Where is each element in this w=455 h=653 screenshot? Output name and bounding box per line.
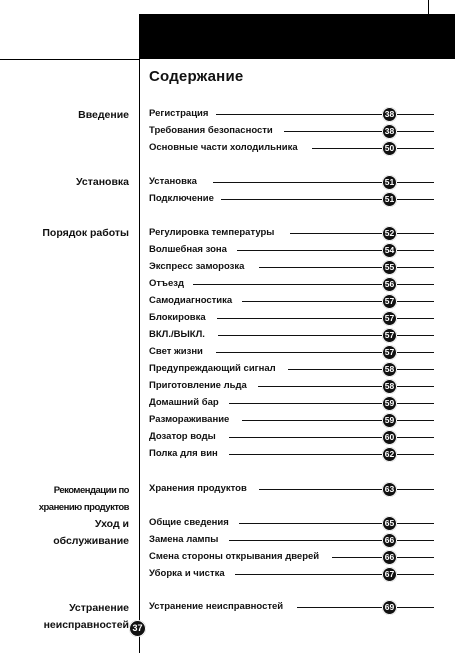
trailing-rule xyxy=(397,574,434,575)
page-number-badge: 57 xyxy=(382,311,397,326)
toc-item[interactable] xyxy=(149,260,449,274)
page-number-badge: 51 xyxy=(382,192,397,207)
page-number-badge: 65 xyxy=(382,516,397,531)
trailing-rule xyxy=(397,523,434,524)
toc-item[interactable] xyxy=(149,447,449,461)
trailing-rule xyxy=(397,540,434,541)
header-black-bar xyxy=(139,14,455,59)
toc-item[interactable] xyxy=(149,311,449,325)
section-label-troubleshooting: Устранение неисправностей xyxy=(43,602,129,631)
page-number-badge: 69 xyxy=(382,600,397,615)
toc-item-label: Волшебная зона xyxy=(149,244,227,255)
page-number-badge: 52 xyxy=(382,226,397,241)
leader-line xyxy=(217,318,382,319)
toc-item[interactable] xyxy=(149,516,449,530)
toc-item-label: Хранения продуктов xyxy=(149,483,247,494)
leader-line xyxy=(242,301,382,302)
toc-item[interactable] xyxy=(149,277,449,291)
trailing-rule xyxy=(397,335,434,336)
trailing-rule xyxy=(397,199,434,200)
trailing-rule xyxy=(397,267,434,268)
trailing-rule xyxy=(397,403,434,404)
trailing-rule xyxy=(397,301,434,302)
page-number-badge: 57 xyxy=(382,328,397,343)
toc-item-label: Экспресс заморозка xyxy=(149,261,245,272)
toc-item[interactable] xyxy=(149,362,449,376)
toc-item[interactable] xyxy=(149,124,449,138)
toc-item[interactable] xyxy=(149,567,449,581)
section-label-intro: Введение xyxy=(78,109,129,121)
trailing-rule xyxy=(397,131,434,132)
page-number-badge: 57 xyxy=(382,294,397,309)
page-number-badge: 57 xyxy=(382,345,397,360)
page-number-badge: 63 xyxy=(382,482,397,497)
toc-item[interactable] xyxy=(149,600,449,614)
leader-line xyxy=(229,437,382,438)
trailing-rule xyxy=(397,607,434,608)
toc-item-label: Устранение неисправностей xyxy=(149,601,284,612)
toc-item-label: Подключение xyxy=(149,193,214,204)
page-number-badge: 55 xyxy=(382,260,397,275)
leader-line xyxy=(229,454,382,455)
section-label-storage: Рекомендации по хранению продуктов xyxy=(38,485,129,513)
leader-line xyxy=(258,386,382,387)
leader-line xyxy=(242,420,382,421)
toc-item-label: Замена лампы xyxy=(149,534,219,545)
header-divider-right xyxy=(428,0,429,14)
page-number-badge: 66 xyxy=(382,550,397,565)
page-number-badge: 58 xyxy=(382,379,397,394)
toc-item[interactable] xyxy=(149,226,449,240)
leader-line xyxy=(221,199,382,200)
page-number-badge: 56 xyxy=(382,277,397,292)
toc-item[interactable] xyxy=(149,379,449,393)
leader-line xyxy=(259,267,382,268)
trailing-rule xyxy=(397,250,434,251)
toc-item-label: Дозатор воды xyxy=(149,431,216,442)
page-number: 37 xyxy=(129,620,146,637)
page-number-badge: 59 xyxy=(382,413,397,428)
leader-line xyxy=(193,284,382,285)
page-number-badge: 67 xyxy=(382,567,397,582)
toc-item[interactable] xyxy=(149,482,449,496)
toc-item[interactable] xyxy=(149,141,449,155)
trailing-rule xyxy=(397,182,434,183)
page-number-badge: 59 xyxy=(382,396,397,411)
toc-item-label: Самодиагностика xyxy=(149,295,233,306)
page-title: Содержание xyxy=(149,68,244,85)
section-label-care: Уход и обслуживание xyxy=(53,518,129,547)
leader-line xyxy=(216,352,382,353)
trailing-rule xyxy=(397,284,434,285)
toc-item[interactable] xyxy=(149,550,449,564)
leader-line xyxy=(288,369,382,370)
trailing-rule xyxy=(397,454,434,455)
leader-line xyxy=(332,557,382,558)
leader-line xyxy=(229,403,382,404)
toc-item[interactable] xyxy=(149,175,449,189)
page-number-badge: 58 xyxy=(382,362,397,377)
toc-item-label: Свет жизни xyxy=(149,346,203,357)
toc-item-label: Предупреждающий сигнал xyxy=(149,363,276,374)
left-column-rule xyxy=(139,14,140,653)
trailing-rule xyxy=(397,489,434,490)
toc-item-label: Регулировка температуры xyxy=(149,227,275,238)
toc-item[interactable] xyxy=(149,107,449,121)
page-number-badge: 62 xyxy=(382,447,397,462)
page-number-badge: 38 xyxy=(382,107,397,122)
page-number-badge: 54 xyxy=(382,243,397,258)
leader-line xyxy=(284,131,382,132)
top-rule-left xyxy=(0,59,139,60)
toc-item[interactable] xyxy=(149,294,449,308)
trailing-rule xyxy=(397,386,434,387)
trailing-rule xyxy=(397,148,434,149)
toc-item[interactable] xyxy=(149,192,449,206)
trailing-rule xyxy=(397,437,434,438)
toc-item[interactable] xyxy=(149,328,449,342)
page-number-badge: 66 xyxy=(382,533,397,548)
leader-line xyxy=(235,574,382,575)
leader-line xyxy=(213,182,382,183)
section-label-operation: Порядок работы xyxy=(42,227,129,239)
toc-item-label: Блокировка xyxy=(149,312,206,323)
toc-item[interactable] xyxy=(149,413,449,427)
trailing-rule xyxy=(397,318,434,319)
leader-line xyxy=(290,233,382,234)
leader-line xyxy=(229,540,382,541)
trailing-rule xyxy=(397,352,434,353)
page-number-badge: 51 xyxy=(382,175,397,190)
toc-item-label: Отъезд xyxy=(149,278,185,289)
trailing-rule xyxy=(397,420,434,421)
page-number-badge: 38 xyxy=(382,124,397,139)
toc-item[interactable] xyxy=(149,533,449,547)
toc-item[interactable] xyxy=(149,430,449,444)
trailing-rule xyxy=(397,369,434,370)
trailing-rule xyxy=(397,557,434,558)
leader-line xyxy=(297,607,382,608)
page-number-badge: 50 xyxy=(382,141,397,156)
toc-item-label: Основные части холодильника xyxy=(149,142,298,153)
toc-item[interactable] xyxy=(149,243,449,257)
leader-line xyxy=(216,114,382,115)
toc-item-label: Приготовление льда xyxy=(149,380,247,391)
leader-line xyxy=(237,250,382,251)
section-label-installation: Установка xyxy=(76,176,129,188)
toc-item[interactable] xyxy=(149,396,449,410)
leader-line xyxy=(259,489,382,490)
toc-item-label: ВКЛ./ВЫКЛ. xyxy=(149,329,205,340)
toc-item-label: Уборка и чистка xyxy=(149,568,225,579)
toc-item-label: Требования безопасности xyxy=(149,125,273,136)
toc-item-label: Регистрация xyxy=(149,108,209,119)
toc-item-label: Домашний бар xyxy=(149,397,219,408)
trailing-rule xyxy=(397,114,434,115)
toc-item[interactable] xyxy=(149,345,449,359)
page-number-badge: 60 xyxy=(382,430,397,445)
leader-line xyxy=(312,148,382,149)
toc-item-label: Общие сведения xyxy=(149,517,229,528)
toc-item-label: Смена стороны открывания дверей xyxy=(149,551,320,562)
leader-line xyxy=(239,523,382,524)
toc-item-label: Полка для вин xyxy=(149,448,218,459)
leader-line xyxy=(218,335,382,336)
trailing-rule xyxy=(397,233,434,234)
toc-item-label: Размораживание xyxy=(149,414,230,425)
toc-item-label: Установка xyxy=(149,176,197,187)
